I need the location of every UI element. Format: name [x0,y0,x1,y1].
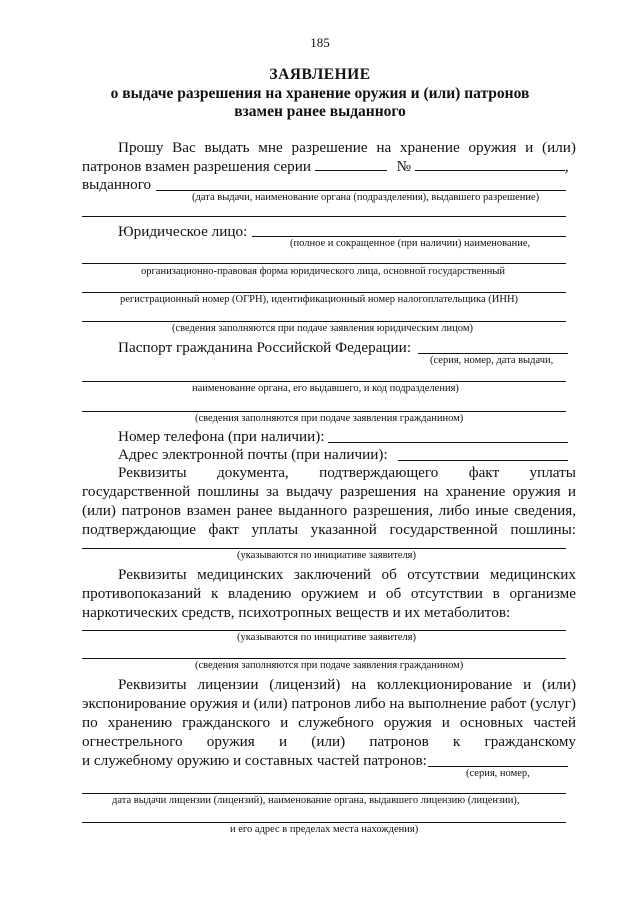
issued-field-continued[interactable] [82,216,566,217]
legal-entity-hint-1: (полное и сокращенное (при наличии) наименование, [290,238,531,249]
page-number: 185 [310,35,330,50]
email-field[interactable] [398,460,568,461]
issued-field[interactable] [156,190,566,191]
document-subtitle-line-2: взамен ранее выданного [234,103,406,120]
intro-line-1: Прошу Вас выдать мне разрешение на хранение оружия и (или) [118,139,576,156]
passport-hint-1: (серия, номер, дата выдачи, [430,355,554,366]
legal-entity-field[interactable] [252,236,566,237]
payment-line-2: государственной пошлины за выдачу разрешения на хранение оружия и [82,483,576,500]
license-line-1: Реквизиты лицензии (лицензий) на коллекционирование и (или) [118,676,576,693]
license-field-3[interactable] [82,822,566,823]
comma: , [564,158,569,175]
payment-hint: (указываются по инициативе заявителя) [237,550,416,561]
phone-field[interactable] [328,442,568,443]
document-title: ЗАЯВЛЕНИЕ [269,66,371,83]
license-line-3: по хранению гражданского и служебного оружия и основных частей [82,714,576,731]
license-line-2: экспонирование оружия и (или) патронов либо на выполнение работ (услуг) [82,695,576,712]
license-field-2[interactable] [82,793,566,794]
medical-line-2: противопоказаний к владению оружием и об отсутствии в организме [82,585,576,602]
license-hint-2: дата выдачи лицензии (лицензий), наименование органа, выдавшего лицензию (лицензии), [112,795,520,806]
legal-entity-field-4[interactable] [82,321,566,322]
medical-line-1: Реквизиты медицинских заключений об отсутствии медицинских [118,566,576,583]
phone-label: Номер телефона (при наличии): [118,428,325,445]
intro-series-label: патронов взамен разрешения серии [82,158,312,175]
passport-label: Паспорт гражданина Российской Федерации: [118,339,412,356]
document-subtitle-line-1: о выдаче разрешения на хранение оружия и (или) патронов [110,85,530,102]
license-field[interactable] [428,766,568,767]
license-hint-3: и его адрес в пределах места нахождения) [230,824,419,835]
passport-hint-2: наименование органа, его выдавшего, и код подразделения) [192,383,459,394]
payment-line-1: Реквизиты документа, подтверждающего факт уплаты [118,464,576,481]
legal-entity-label: Юридическое лицо: [118,223,248,240]
legal-entity-field-3[interactable] [82,292,566,293]
payment-field[interactable] [82,548,566,549]
passport-hint-3: (сведения заполняются при подаче заявления гражданином) [195,413,464,424]
number-field[interactable] [415,157,565,171]
medical-hint-1: (указываются по инициативе заявителя) [237,632,416,643]
passport-field[interactable] [418,353,568,354]
legal-entity-hint-2: организационно-правовая форма юридического лица, основной государственный [141,266,506,277]
medical-field[interactable] [82,630,566,631]
passport-field-2[interactable] [82,381,566,382]
license-line-5: и служебному оружию и составных частей патронов: [82,752,427,769]
legal-entity-field-2[interactable] [82,263,566,264]
number-sign: № [396,158,412,175]
license-line-4: огнестрельного оружия и (или) патронов к гражданскому [82,733,576,750]
email-label: Адрес электронной почты (при наличии): [118,446,388,463]
medical-line-3: наркотических средств, психотропных веществ и их метаболитов: [82,604,511,621]
license-hint-1: (серия, номер, [466,768,530,779]
passport-field-3[interactable] [82,411,566,412]
payment-line-4: подтверждающие факт уплаты указанной государственной пошлины: [82,521,576,538]
medical-field-2[interactable] [82,658,566,659]
series-field[interactable] [315,157,387,171]
legal-entity-hint-4: (сведения заполняются при подаче заявления юридическим лицом) [172,323,473,334]
intro-line-2 [82,157,569,176]
payment-line-3: (или) патронов взамен ранее выданного разрешения, либо иные сведения, [82,502,576,519]
issued-label: выданного [82,176,152,193]
legal-entity-hint-3: регистрационный номер (ОГРН), идентификационный номер налогоплательщика (ИНН) [120,294,519,305]
issued-hint: (дата выдачи, наименование органа (подразделения), выдавшего разрешение) [192,192,540,203]
medical-hint-2: (сведения заполняются при подаче заявления гражданином) [195,660,464,671]
